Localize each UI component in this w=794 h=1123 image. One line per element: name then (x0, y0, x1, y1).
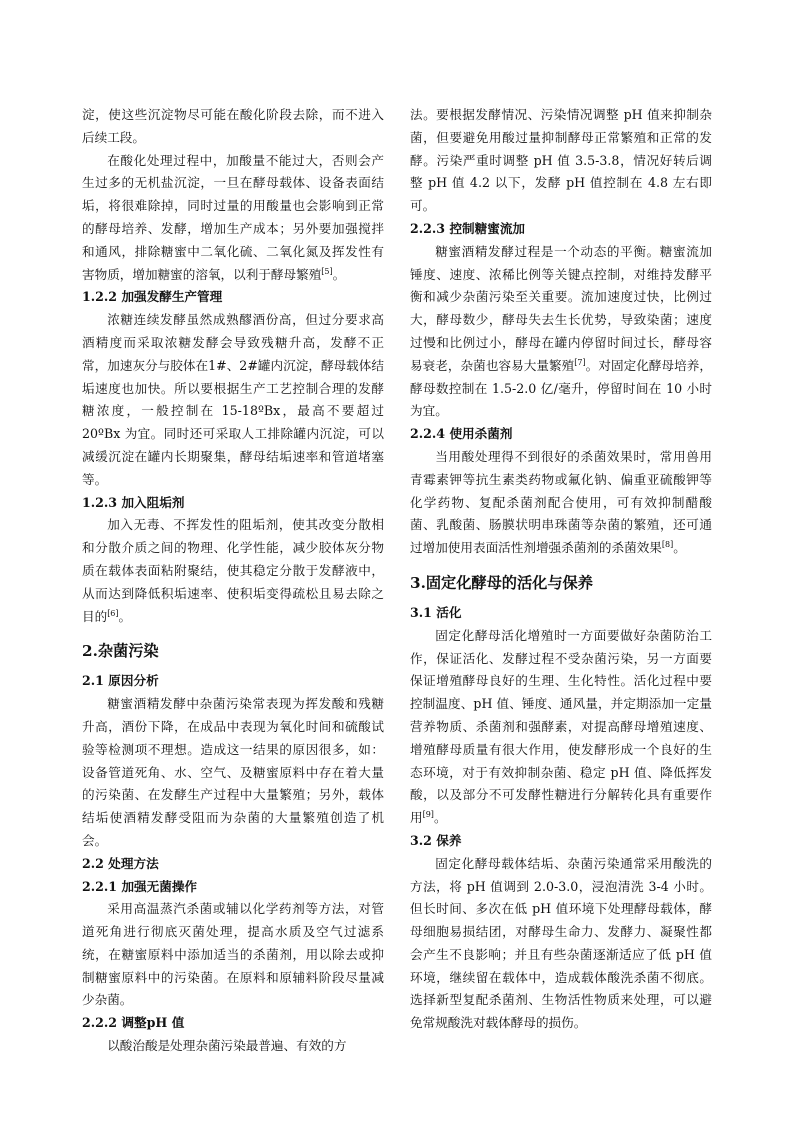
subsection-heading: 3.2 保养 (410, 832, 462, 848)
section-heading: 3.固定化酵母的活化与保养 (410, 573, 593, 592)
subsection-heading: 2.2 处理方法 (82, 855, 159, 871)
subsection-heading: 3.1 活化 (410, 604, 462, 620)
subsection-heading: 1.2.2 加强发酵生产管理 (82, 289, 223, 305)
body-paragraph: 采用高温蒸汽杀菌或辅以化学药剂等方法，对管道死角进行彻底灭菌处理，提高水质及空气过滤系统，在糖蜜原料中添加适当的杀菌剂，用以除去或抑制糖蜜原料中的污染菌。在原料和原辅料阶段尽量减少杂菌。 (82, 901, 384, 1008)
paragraph-text: 。 (118, 608, 132, 624)
subsection-heading: 1.2.3 加入阻垢剂 (82, 494, 185, 510)
paragraph-text: 当用酸处理得不到很好的杀菌效果时，常用兽用青霉素钾等抗生素类药物或氟化钠、偏重亚硫酸钾等化学药物、复配杀菌剂配合使用，可有效抑制醋酸菌、乳酸菌、肠膜状明串珠菌等杂菌的繁殖，还可通过增加使用表面活性剂增强杀菌剂的杀菌效果 (410, 448, 712, 556)
body-paragraph (410, 625, 712, 830)
body-paragraph: 以酸治酸是处理杂菌污染最普遍、有效的方 (107, 1038, 347, 1054)
citation-ref: [9] (422, 809, 434, 819)
body-paragraph (410, 446, 712, 560)
body-paragraph: 法。要根据发酵情况、污染情况调整 pH 值来抑制杂菌，但要避免用酸过量抑制酵母正常繁殖和正常的发酵。污染严重时调整 pH 值 3.5-3.8，情况好转后调整 pH 值 4.2 以下，发酵 pH 值控制在 4.8 左右即可。 (410, 107, 712, 214)
citation-ref: [6] (107, 608, 119, 618)
subsection-heading: 2.2.1 加强无菌操作 (82, 878, 198, 894)
citation-ref: [7] (574, 357, 586, 367)
paragraph-text: 。 (673, 540, 686, 556)
body-paragraph (410, 241, 712, 423)
paragraph-text: 。 (332, 266, 346, 282)
citation-ref: [8] (661, 539, 674, 549)
subsection-heading: 2.2.2 调整pH 值 (82, 1015, 185, 1031)
subsection-heading: 2.2.3 控制糖蜜流加 (410, 220, 526, 236)
paragraph-text: 糖蜜酒精发酵过程是一个动态的平衡。糖蜜流加锤度、速度、浓稀比例等关键点控制，对维持发酵平衡和减少杂菌污染至关重要。流加速度过快，比例过大，酵母数少，酵母失去生长优势，导致染菌；速度过慢和比例过小，酵母在罐内停留时间过长，酵母容易衰老，杂菌也容易大量繁殖 (410, 243, 712, 373)
subsection-heading: 2.2.4 使用杀菌剂 (410, 426, 513, 442)
body-paragraph: 糖蜜酒精发酵中杂菌污染常表现为挥发酸和残糖升高，酒份下降，在成品中表现为氧化时间和硫酸试验等检测项不理想。造成这一结果的原因很多，如：设备管道死角、水、空气、及糖蜜原料中存在着大量的污染菌、在发酵生产过程中大量繁殖；另外，载体结垢使酒精发酵受阻而为杂菌的大量繁殖创造了机会。 (82, 696, 384, 848)
body-paragraph: 固定化酵母载体结垢、杂菌污染通常采用酸洗的方法，将 pH 值调到 2.0-3.0，浸泡清洗 3-4 小时。但长时间、多次在低 pH 值环境下处理酵母载体，酵母细胞易损结团，对酵母生命力、发酵力、凝聚性都会产生不良影响；并且有些杂菌逐渐适应了低 pH 值环境，继续留在载体中，造成载体酸洗杀菌不彻底。选择新型复配杀菌剂、生物活性物质来处理，可以避免常规酸洗对载体酵母的损伤。 (410, 855, 712, 1031)
subsection-heading: 2.1 原因分析 (82, 673, 159, 689)
section-heading: 2.杂菌污染 (82, 642, 159, 661)
paragraph-text: 。 (433, 810, 447, 826)
body-paragraph (82, 150, 384, 287)
citation-ref: [5] (321, 266, 333, 276)
paragraph-text: 。对固定化酵母培养，酵母数控制在 1.5-2.0 亿/毫升，停留时间在 10 小时为宜。 (410, 357, 713, 419)
paragraph-text: 在酸化处理过程中，加酸量不能过大，否则会产生过多的无机盐沉淀，一旦在酵母载体、设备表面结垢，将很难除掉，同时过量的用酸量也会影响到正常的酵母培养、发酵，增加生产成本；另外要加强搅拌和通风，排除糖蜜中二氧化硫、二氧化氮及挥发性有害物质，增加糖蜜的溶氧，以利于酵母繁殖 (82, 152, 384, 282)
right-column (410, 104, 712, 1035)
body-paragraph: 浓糖连续发酵虽然成熟醪酒份高，但过分要求高酒精度而采取浓糖发酵会导致残糖升高，发酵不正常，加速灰分与胶体在1#、2#罐内沉淀，酵母载体结垢速度也加快。所以要根据生产工艺控制合理的发酵糖浓度，一般控制在 15-18ºBx，最高不要超过 20ºBx 为宜。同时还可采取人工排除罐内沉淀，可以减缓沉淀在罐内长期聚集，酵母结垢速率和管道堵塞等。 (82, 312, 384, 487)
body-paragraph: 淀，使这些沉淀物尽可能在酸化阶段去除，而不进入后续工段。 (82, 107, 384, 145)
body-paragraph (82, 514, 384, 628)
paragraph-text: 加入无毒、不挥发性的阻垢剂，使其改变分散相和分散介质之间的物理、化学性能，减少胶体灰分物质在载体表面粘附聚结，使其稳定分散于发酵液中，从而达到降低积垢速率、使积垢变得疏松且易去除之目的 (82, 517, 384, 624)
left-column (82, 104, 384, 1058)
paragraph-text: 固定化酵母活化增殖时一方面要做好杂菌防治工作，保证活化、发酵过程不受杂菌污染，另一方面要保证增殖酵母良好的生理、生化特性。活化过程中要控制温度、pH 值、锤度、通风量，并定期添加一定量营养物质、杀菌剂和强酵素，对提高酵母增殖速度、增殖酵母质量有很大作用，使发酵形成一个良好的生态环境，对于有效抑制杂菌、稳定 pH 值、降低挥发酸，以及部分不可发酵性糖进行分解转化具有重要作用 (410, 627, 712, 826)
